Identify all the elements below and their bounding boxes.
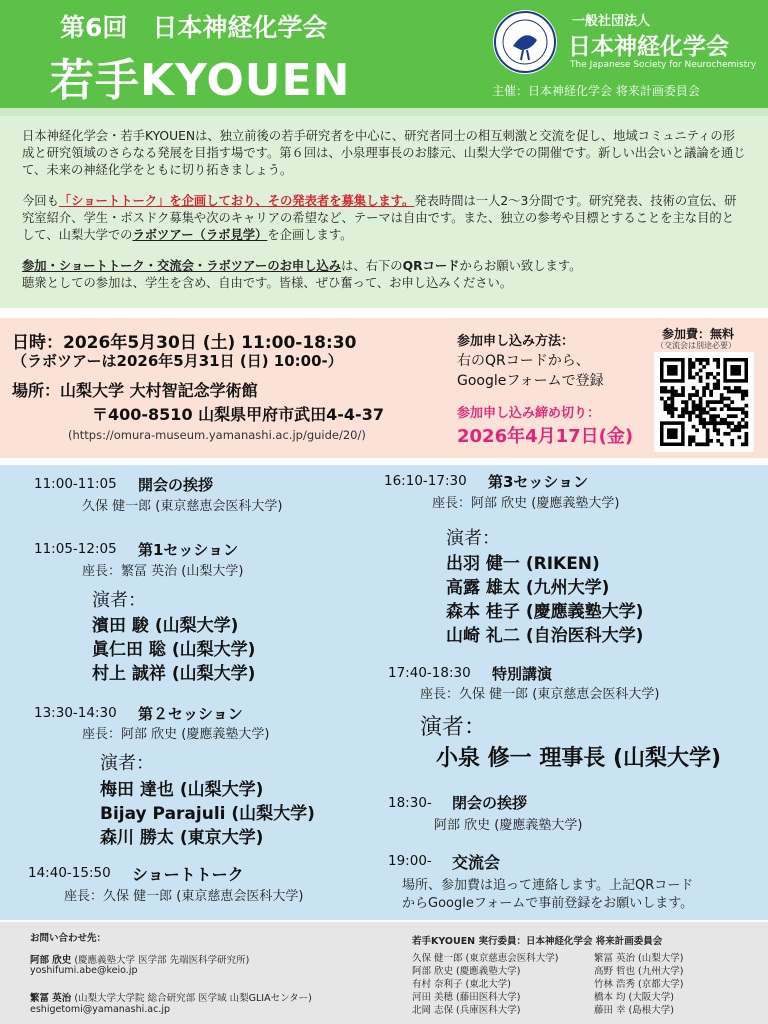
committee-member: 阿部 欣史 (慶應義塾大学): [412, 966, 521, 977]
committee-member: 繁冨 英治 (山梨大学): [594, 953, 684, 964]
contact-1-email[interactable]: yoshifumi.abe@keio.jp: [30, 965, 138, 976]
info-section: [0, 318, 768, 458]
speakers-label: 演者：: [420, 715, 487, 740]
committee-member: 有村 奈利子 (東北大学): [412, 979, 511, 990]
speaker: Bijay Parajuli (山梨大学): [100, 804, 315, 824]
speakers-label: 演者：: [446, 528, 500, 549]
lab-tour-date: （ラボツアーは2026年5月31日 (日) 10:00-）: [12, 352, 343, 370]
speaker: 眞仁田 聡 (山梨大学): [92, 640, 256, 660]
session-time: 13:30-14:30: [34, 705, 117, 721]
contact-1: 阿部 欣史 (慶應義塾大学 医学部 先端医科学研究所): [30, 955, 250, 966]
intro-paragraph-2: 今回も「ショートトーク」を企画しており、その発表者を募集します。発表時間は一人2〜3分間です。研究発表、技術の宣伝、研究室紹介、学生・ポスドク募集や次のキャリアの希望など、テーマは自由です。また、独立の参考や目標とすることを主な目的として、山梨大学でのラボツアー（ラボ見学）を企画します。: [22, 194, 737, 242]
session-chair: 座長：阿部 欣史 (慶應義塾大学): [82, 727, 270, 742]
session-time: 18:30-: [388, 795, 432, 811]
apply-line-1: 右のQRコードから、: [457, 353, 590, 369]
session-time: 11:00-11:05: [34, 476, 117, 492]
speaker: 高露 雄太 (九州大学): [446, 578, 610, 598]
apply-method-label: 参加申し込み方法：: [457, 334, 575, 349]
speaker: 梅田 達也 (山梨大学): [100, 780, 264, 800]
org-type: 一般社団法人: [572, 14, 651, 29]
session-title: 交流会: [452, 853, 501, 872]
session-time: 17:40-18:30: [388, 665, 471, 681]
intro-paragraph-3: 参加・ショートトーク・交流会・ラボツアーのお申し込みは、右下のQRコードからお願い致します。 聴衆としての参加は、学生を含め、自由です。皆様、ぜひ奮って、お申し込みください。: [22, 259, 582, 290]
committee-member: 高野 哲也 (九州大学): [594, 966, 684, 977]
session-time: 19:00-: [388, 853, 432, 869]
session-time: 14:40-15:50: [28, 865, 111, 881]
event-place: 場所：山梨大学 大村智記念学術館: [12, 381, 258, 400]
speaker: 森川 勝太 (東京大学): [100, 828, 264, 848]
apply-line-2: Googleフォームで登録: [457, 373, 604, 389]
speaker: 村上 誠祥 (山梨大学): [92, 664, 256, 684]
intro-paragraph-1: 日本神経化学会・若手KYOUENは、独立前後の若手研究者を中心に、研究者同士の相互刺激と交流を促し、地域コミュニティの形成と研究領域のさらなる発展を目指す場です。第６回は、小泉理事長のお膝元、山梨大学での開催です。新しい出会いと議論を通じて、未来の神経化学をともに切り拓きましょう。: [22, 129, 746, 177]
speakers-label: 演者：: [92, 590, 146, 611]
speakers-label: 演者：: [100, 753, 154, 774]
deadline-date: 2026年4月17日(金): [457, 426, 634, 447]
footer: [0, 922, 768, 1024]
org-name-en: The Japanese Society for Neurochemistry: [570, 60, 757, 70]
reception-note: 場所、参加費は追って連絡します。上記QRコード: [402, 878, 694, 893]
committee-member: 久保 健一郎 (東京慈恵会医科大学): [412, 953, 559, 964]
committee-title: 若手KYOUEN 実行委員：日本神経化学会 将来計画委員会: [412, 936, 663, 947]
speaker: 出羽 健一 (RIKEN): [446, 554, 600, 574]
intro-section: [0, 108, 768, 308]
session-chair: 座長：久保 健一郎 (東京慈恵会医科大学): [420, 687, 660, 702]
lab-tour-label: ラボツアー（ラボ見学）: [132, 228, 268, 242]
contact-2: 繁冨 英治 (山梨大学大学院 総合研究部 医学域 山梨GLIAセンター): [30, 993, 312, 1004]
reception-note: からGoogleフォームで事前登録をお願いします。: [402, 896, 694, 911]
deadline-label: 参加申し込み締め切り：: [457, 406, 601, 421]
society-logo: [493, 10, 557, 74]
speaker: 森本 桂子 (慶應義塾大学): [446, 602, 644, 622]
session-chair: 座長：繁冨 英治 (山梨大学): [82, 564, 244, 579]
event-title: 若手KYOUEN: [50, 55, 351, 106]
session-time: 11:05-12:05: [34, 541, 117, 557]
host-line: 主催：日本神経化学会 将来計画委員会: [492, 84, 700, 98]
session-chair: 座長：久保 健一郎 (東京慈恵会医科大学): [64, 889, 304, 904]
committee-member: 橋本 均 (大阪大学): [594, 992, 674, 1003]
committee-member: 藤田 幸 (島根大学): [594, 1005, 674, 1016]
session-chair: 阿部 欣史 (慶應義塾大学): [434, 818, 583, 833]
session-chair: 座長：阿部 欣史 (慶應義塾大学): [432, 496, 620, 511]
committee-member: 北岡 志保 (兵庫医科大学): [412, 1005, 521, 1016]
committee-member: 竹林 浩秀 (京都大学): [594, 979, 684, 990]
call-for-speakers: 「ショートトーク」を企画しており、その発表者を募集します。: [58, 194, 415, 208]
contact-label: お問い合わせ先：: [30, 933, 107, 944]
fee-note: （交流会は別途必要）: [656, 341, 736, 350]
session-title: 開会の挨拶: [138, 476, 214, 494]
session-title: 第２セッション: [138, 705, 243, 723]
org-name: 日本神経化学会: [568, 34, 729, 60]
session-title: 閉会の挨拶: [452, 794, 528, 812]
contact-2-email[interactable]: eshigetomi@yamanashi.ac.jp: [30, 1004, 170, 1015]
committee-member: 河田 美穂 (藤田医科大学): [412, 992, 521, 1003]
event-date: 日時：2026年5月30日 (土) 11:00-18:30: [12, 333, 357, 353]
event-subtitle: 第6回 日本神経化学会: [60, 13, 328, 42]
fee-label: 参加費：無料: [662, 327, 735, 341]
program-section: [0, 465, 768, 920]
session-title: 第3セッション: [488, 473, 589, 491]
session-chair: 久保 健一郎 (東京慈恵会医科大学): [82, 499, 283, 514]
header-banner: [0, 0, 768, 108]
speaker: 山崎 礼二 (自治医科大学): [446, 626, 644, 646]
session-time: 16:10-17:30: [384, 473, 467, 489]
venue-url[interactable]: (https://omura-museum.yamanashi.ac.jp/guide/20/): [68, 428, 366, 442]
session-title: 第1セッション: [138, 541, 239, 559]
keynote-speaker: 小泉 修一 理事長 (山梨大学): [436, 746, 722, 771]
qr-code[interactable]: [654, 352, 754, 452]
session-title: 特別講演: [492, 665, 553, 683]
event-address: 〒400-8510 山梨県甲府市武田4-4-37: [92, 405, 384, 424]
session-title: ショートトーク: [132, 865, 244, 884]
speaker: 濱田 駿 (山梨大学): [92, 616, 239, 636]
